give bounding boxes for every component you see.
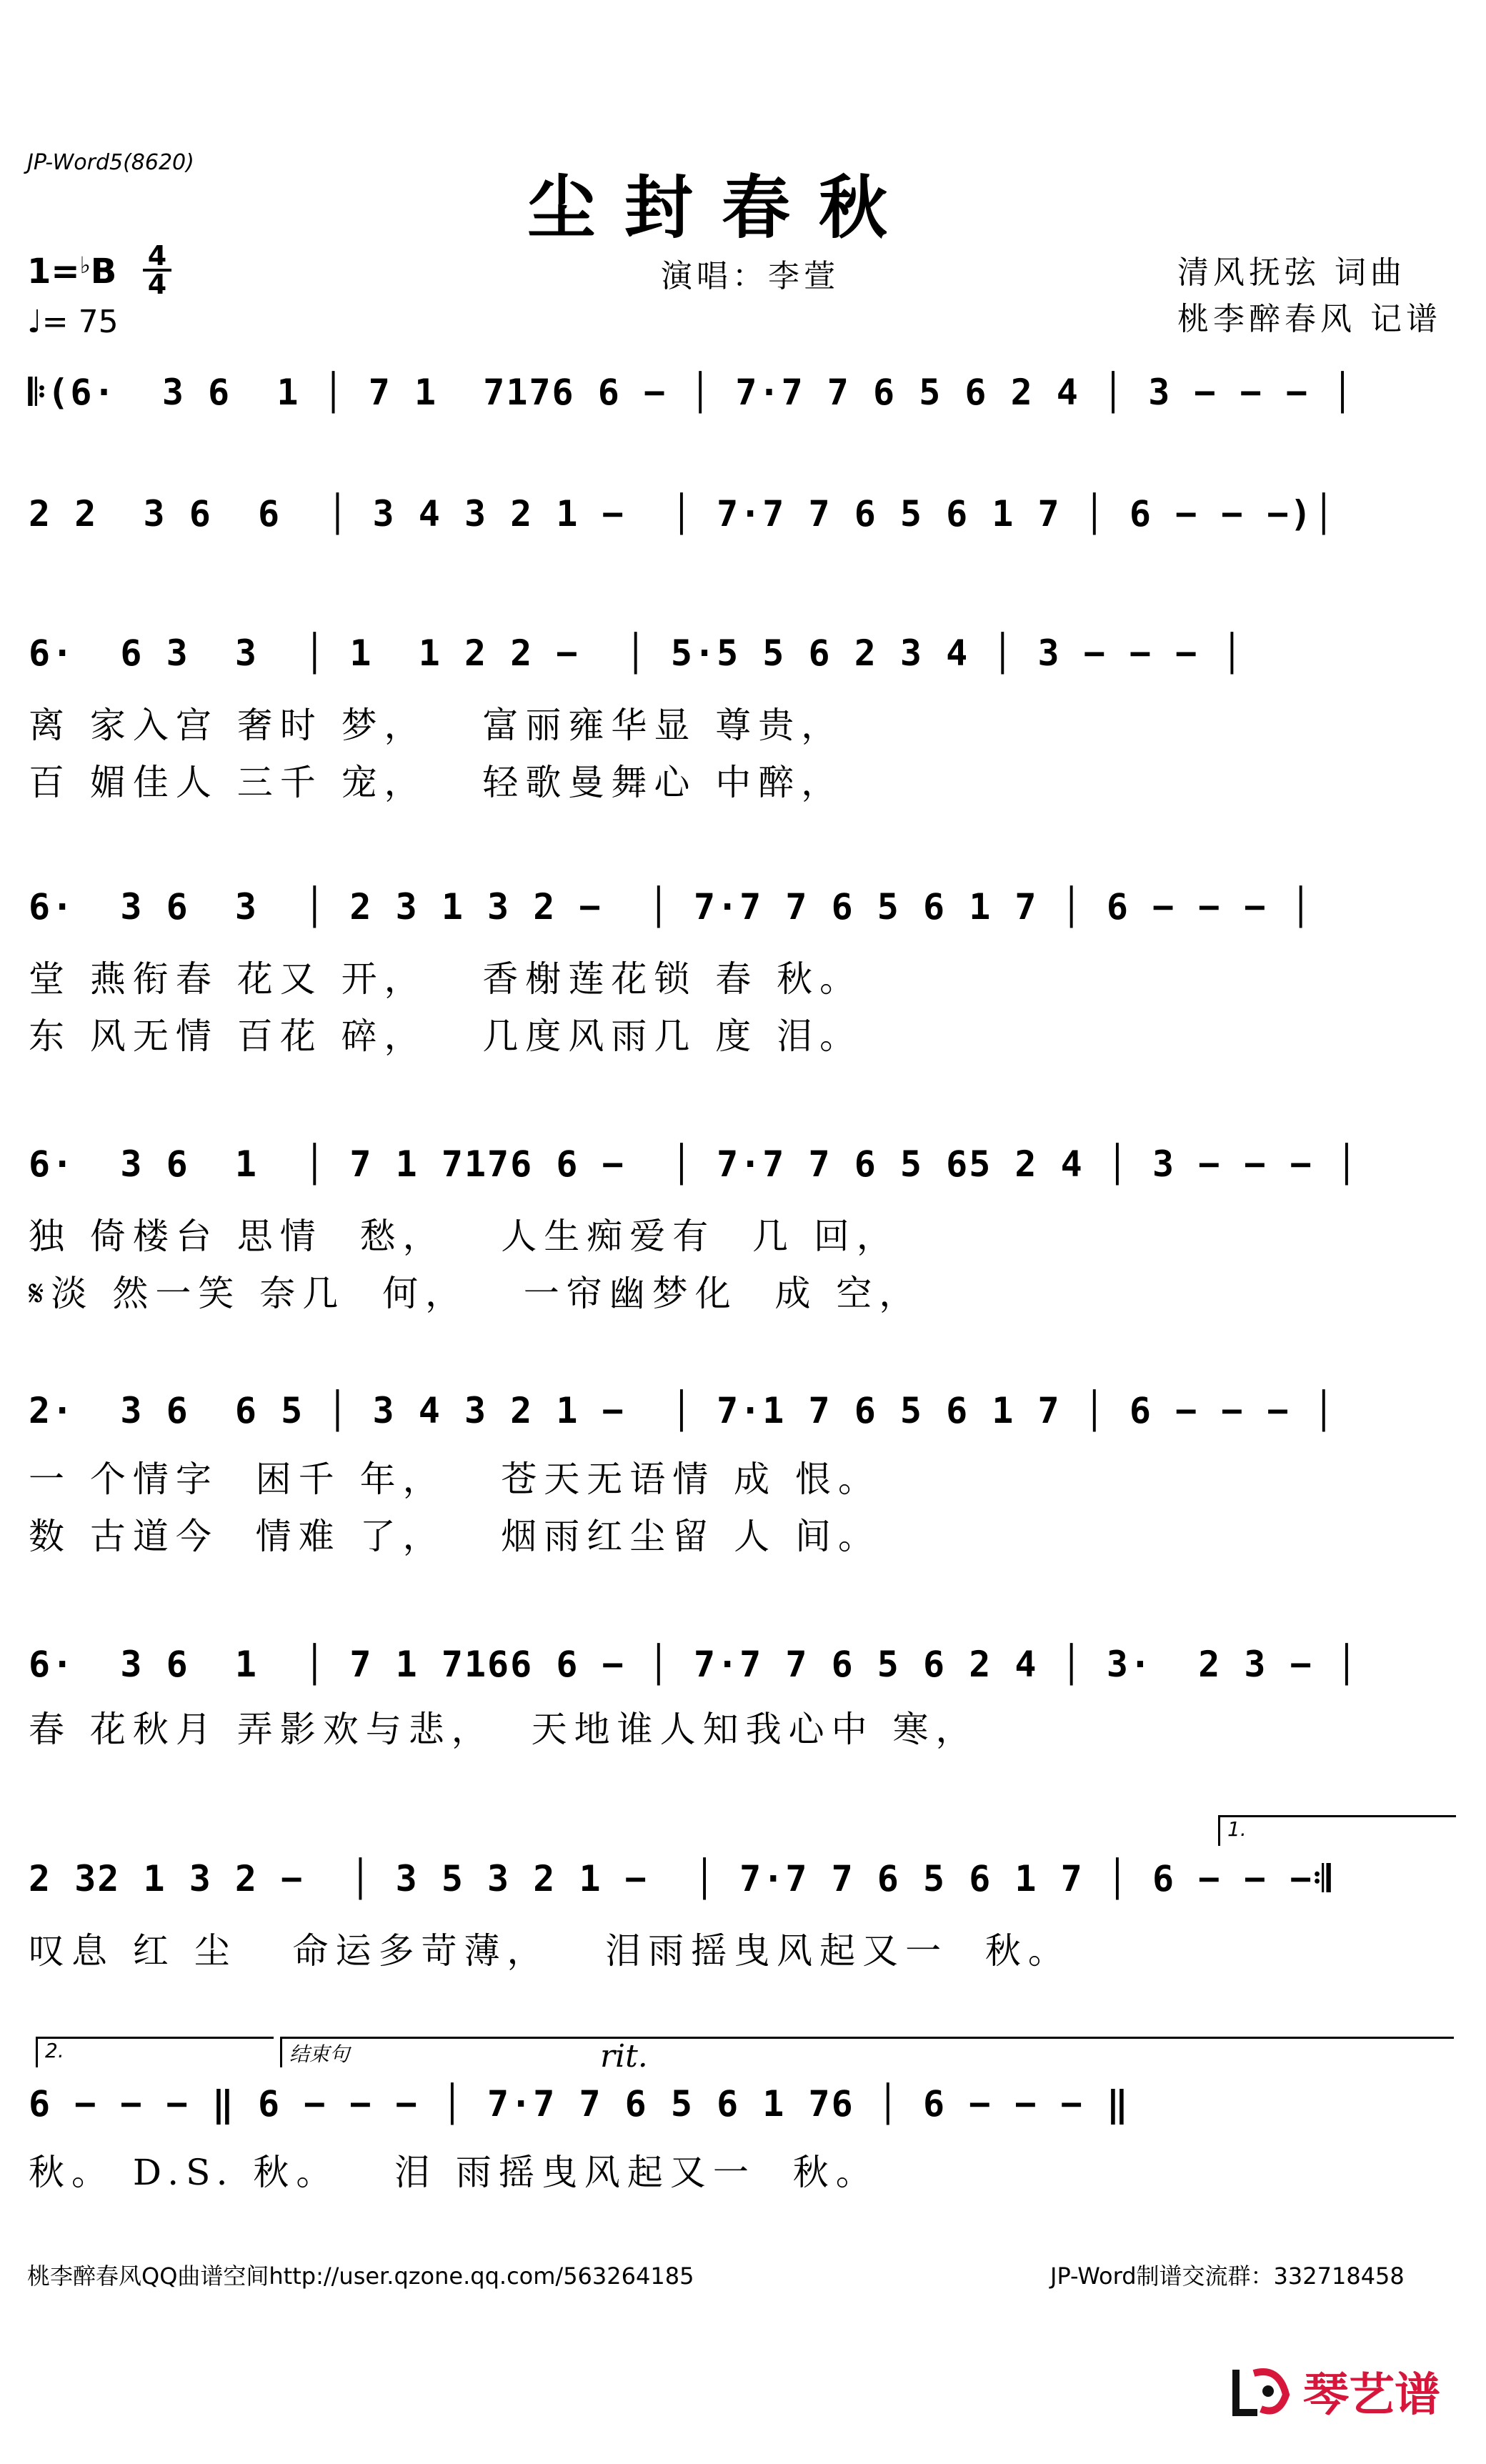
quarter-note-icon: ♩ — [27, 304, 42, 340]
notation-row-9: 6 − − − ‖ 6 − − − │ 7·7 7 6 5 6 1 76 │ 6 − − − ‖ — [29, 2083, 1130, 2125]
notation-row-1: 𝄆(6· 3 6 1 │ 7 1 7176 6 − │ 7·7 7 6 5 6 2 4 │ 3 − − − │ — [29, 372, 1355, 413]
qinyipu-logo-icon — [1229, 2363, 1293, 2420]
notation-row-6: 2· 3 6 6 5 │ 3 4 3 2 1 − │ 7·1 7 6 5 6 1 7 │ 6 − − − │ — [29, 1390, 1336, 1431]
software-label: JP-Word5(8620) — [27, 150, 194, 175]
notation-row-8: 2 32 1 3 2 − │ 3 5 3 2 1 − │ 7·7 7 6 5 6 1 7 │ 6 − − −𝄇 — [29, 1858, 1332, 1899]
site-logo — [1229, 2358, 1440, 2424]
lyric-row-5a: 独 倚楼台 思情 愁， 人生痴爱有 几 回， — [29, 1216, 899, 1257]
ending-phrase-bracket: 结束句 — [280, 2037, 1454, 2067]
notation-row-7: 6· 3 6 1 │ 7 1 7166 6 − │ 7·7 7 6 5 6 2 4 │ 3· 2 3 − │ — [29, 1644, 1359, 1685]
transcriber-credit: 桃李醉春风 记谱 — [1177, 301, 1442, 337]
logo-text: 琴艺谱 — [1303, 2369, 1440, 2422]
volta-second-ending: 2. — [36, 2037, 274, 2067]
time-bottom: 4 — [143, 269, 171, 297]
key-prefix: 1= — [27, 252, 80, 292]
tempo-marking — [27, 304, 119, 340]
footer-group-info: JP-Word制谱交流群：332718458 — [1050, 2262, 1405, 2290]
lyric-row-3a: 离 家入宫 奢时 梦， 富丽雍华显 尊贵， — [29, 705, 844, 746]
lyric-row-3b: 百 媚佳人 三千 宠， 轻歌曼舞心 中醉， — [29, 762, 844, 803]
tempo-value: = 75 — [41, 304, 119, 340]
singer-credit: 演唱：李萱 — [661, 258, 839, 294]
time-top: 4 — [147, 240, 167, 272]
footer-source-link: 桃李醉春风QQ曲谱空间http://user.qzone.qq.com/563264185 — [27, 2262, 694, 2290]
flat-icon: ♭ — [79, 252, 91, 279]
lyric-row-6a: 一 个情字 困千 年， 苍天无语情 成 恨。 — [29, 1459, 882, 1500]
notation-row-2: 2 2 3 6 6 │ 3 4 3 2 1 − │ 7·7 7 6 5 6 1 7 │ 6 − − −)│ — [29, 493, 1336, 535]
notation-row-5: 6· 3 6 1 │ 7 1 7176 6 − │ 7·7 7 6 5 65 2 4 │ 3 − − − │ — [29, 1143, 1359, 1185]
volta-first-ending: 1. — [1218, 1815, 1456, 1846]
lyric-row-5b: 𝄋淡 然一笑 奈几 何， 一帘幽梦化 成 空， — [29, 1273, 922, 1314]
lyricist-credit: 清风抚弦 词曲 — [1177, 254, 1406, 291]
lyric-row-8a: 叹息 红 尘 命运多苛薄， 泪雨摇曳风起又一 秋。 — [29, 1930, 1071, 1972]
lyric-row-4a: 堂 燕衔春 花又 开， 香榭莲花锁 春 秋。 — [29, 958, 863, 1000]
page-title: 尘封春秋 — [527, 167, 916, 248]
lyric-row-7a: 春 花秋月 弄影欢与悲， 天地谁人知我心中 寒， — [29, 1709, 979, 1750]
ritardando-mark: rit. — [600, 2038, 648, 2075]
lyric-row-6b: 数 古道今 情难 了， 烟雨红尘留 人 间。 — [29, 1516, 882, 1557]
notation-row-4: 6· 3 6 3 │ 2 3 1 3 2 − │ 7·7 7 6 5 6 1 7 │ 6 − − − │ — [29, 886, 1313, 928]
key-note: B — [90, 252, 117, 292]
time-signature — [143, 240, 171, 300]
notation-row-3: 6· 6 3 3 │ 1 1 2 2 − │ 5·5 5 6 2 3 4 │ 3 − − − │ — [29, 632, 1245, 674]
lyric-row-9a: 秋。 D.S. 秋。 泪 雨摇曳风起又一 秋。 — [29, 2152, 879, 2193]
lyric-row-4b: 东 风无情 百花 碎， 几度风雨几 度 泪。 — [29, 1015, 863, 1057]
key-signature — [27, 252, 116, 292]
